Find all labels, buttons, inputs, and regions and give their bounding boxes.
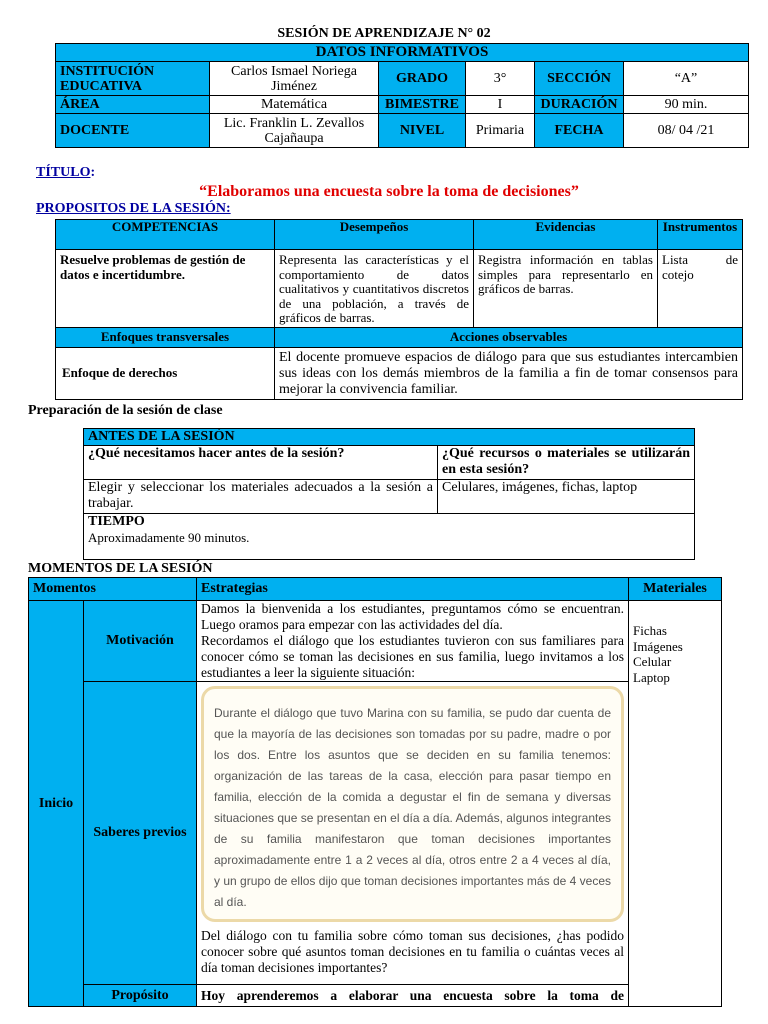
- materiales-cell: [629, 601, 722, 1007]
- antes-q1: ¿Qué necesitamos hacer antes de la sesión?: [84, 446, 438, 480]
- titulo-heading: [36, 165, 95, 181]
- tiempo-value: Aproximadamente 90 minutos.: [88, 530, 250, 545]
- fecha-label: FECHA: [535, 114, 624, 148]
- material-item: Imágenes: [633, 638, 683, 654]
- competencia-cell: Resuelve problemas de gestión de datos e incertidumbre.: [56, 250, 275, 328]
- titulo-colon: :: [90, 165, 96, 180]
- docente-label: DOCENTE: [56, 114, 210, 148]
- institucion-value: Carlos Ismael Noriega Jiménez: [210, 62, 379, 96]
- area-label: ÁREA: [56, 96, 210, 114]
- material-item: Celular: [633, 654, 672, 669]
- competencias-header: COMPETENCIAS: [56, 220, 275, 250]
- acciones-header: Acciones observables: [275, 328, 743, 348]
- materiales-col-header: Materiales: [629, 578, 722, 601]
- antes-header: ANTES DE LA SESIÓN: [84, 429, 695, 446]
- antes-table: [83, 428, 695, 560]
- antes-a2: Celulares, imágenes, fichas, laptop: [438, 480, 695, 514]
- desempenos-header: Desempeños: [275, 220, 474, 250]
- document-title: SESIÓN DE APRENDIZAJE N° 02: [277, 26, 491, 41]
- saberes-cell: Saberes previos: [84, 682, 197, 985]
- propositos-table: [55, 219, 743, 400]
- instrumentos-header: Instrumentos: [658, 220, 743, 250]
- situation-text: Durante el diálogo que tuvo Marina con su familia, se pudo dar cuenta de que la mayoría de las decisiones son tomadas por su padre, madre o por los dos. Entre los asuntos que se deciden en su familia tenemos: organización de las tareas de la casa, elección para pasar tiempo en familia, elección de la comida a degustar el fin de semana y diversas situaciones que se presentan en el día a día. Además, algunos integrantes de su familia manifestaron que toman decisiones importantes aproximadamente entre 1 a 2 veces al día, otros entre 2 a 4 veces al día, y un grupo de ellos dijo que toman decisiones importantes más de 4 veces al día.: [214, 706, 611, 909]
- docente-value: Lic. Franklin L. Zevallos Cajañaupa: [210, 114, 379, 148]
- datos-informativos-table: [55, 43, 749, 148]
- duracion-label: DURACIÓN: [535, 96, 624, 114]
- proposito-cell: Propósito: [84, 985, 197, 1007]
- situation-box: [201, 686, 624, 922]
- motivacion-cell: Motivación: [84, 601, 197, 682]
- antes-a1: Elegir y seleccionar los materiales adecuados a la sesión a trabajar.: [84, 480, 438, 514]
- propositos-heading: PROPOSITOS DE LA SESIÓN:: [36, 201, 231, 216]
- bimestre-value: I: [466, 96, 535, 114]
- area-value: Matemática: [210, 96, 379, 114]
- evidencias-header: Evidencias: [474, 220, 658, 250]
- tiempo-label: TIEMPO: [88, 514, 145, 529]
- titulo-label: TÍTULO: [36, 165, 91, 180]
- seccion-value: “A”: [624, 62, 749, 96]
- momentos-heading: MOMENTOS DE LA SESIÓN: [28, 561, 213, 576]
- instrumento-cell: Lista de cotejo: [658, 250, 743, 328]
- motivacion-text-1: Damos la bienvenida a los estudiantes, preguntamos cómo se encuentran. Luego oramos para empezar con las actividades del día.: [201, 601, 624, 632]
- momentos-table: [28, 577, 722, 1007]
- saberes-question: Del diálogo con tu familia sobre cómo toman sus decisiones, ¿has podido conocer sobre qué asuntos toman decisiones en tu familia o cuántas veces al día toman decisiones importantes?: [201, 928, 624, 975]
- antes-q2: ¿Qué recursos o materiales se utilizarán en esta sesión?: [438, 446, 695, 480]
- fecha-value: 08/ 04 /21: [624, 114, 749, 148]
- enfoques-header: Enfoques transversales: [56, 328, 275, 348]
- grado-value: 3°: [466, 62, 535, 96]
- material-item: Laptop: [633, 669, 670, 685]
- evidencia-cell: Registra información en tablas simples para representarlo en gráficos de barras.: [474, 250, 658, 328]
- datos-informativos-header: DATOS INFORMATIVOS: [56, 44, 749, 62]
- proposito-text: Hoy aprenderemos a elaborar una encuesta sobre la toma de: [197, 985, 629, 1007]
- material-item: Fichas: [633, 623, 667, 638]
- enfoque-cell: Enfoque de derechos: [56, 348, 275, 400]
- inicio-cell: Inicio: [29, 601, 84, 1007]
- nivel-value: Primaria: [466, 114, 535, 148]
- preparacion-heading: Preparación de la sesión de clase: [28, 403, 223, 418]
- desempeno-cell: Representa las características y el comportamiento de datos cualitativos y cuantitativos discretos de una población, a través de gráficos de barras.: [275, 250, 474, 328]
- accion-cell: El docente promueve espacios de diálogo para que sus estudiantes intercambien sus ideas con los demás miembros de la familia a fin de tomar consensos para mejorar la convivencia familiar.: [275, 348, 743, 400]
- momentos-col-header: Momentos: [29, 578, 197, 601]
- institucion-label: INSTITUCIÓN EDUCATIVA: [56, 62, 210, 96]
- nivel-label: NIVEL: [379, 114, 466, 148]
- bimestre-label: BIMESTRE: [379, 96, 466, 114]
- seccion-label: SECCIÓN: [535, 62, 624, 96]
- estrategias-col-header: Estrategias: [197, 578, 629, 601]
- duracion-value: 90 min.: [624, 96, 749, 114]
- grado-label: GRADO: [379, 62, 466, 96]
- session-title: “Elaboramos una encuesta sobre la toma de decisiones”: [199, 183, 579, 200]
- motivacion-text-2: Recordamos el diálogo que los estudiantes tuvieron con sus familiares para conocer cómo se toman las decisiones en sus familia, luego invitamos a los estudiantes a leer la siguiente situación:: [201, 633, 624, 680]
